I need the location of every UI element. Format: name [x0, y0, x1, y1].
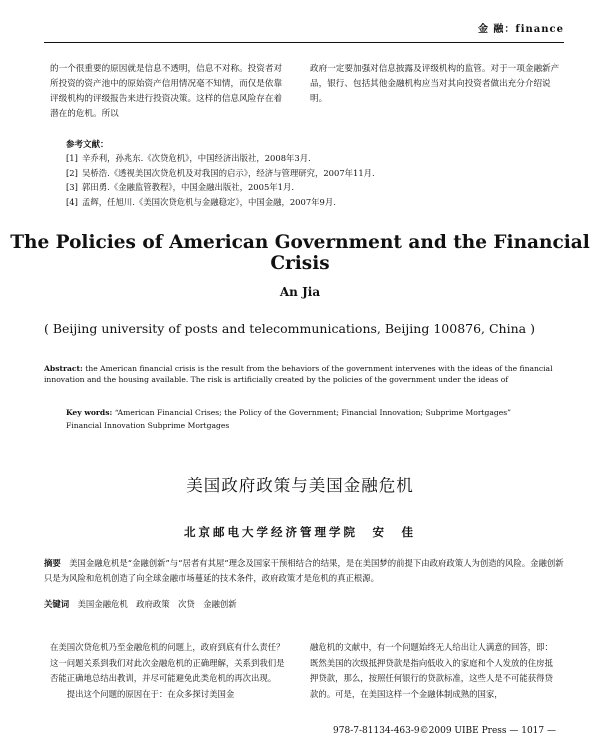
reference-item: [1] 辛乔利，孙兆东.《次贷危机》，中国经济出版社，2008年3月.: [66, 153, 311, 163]
body-left-column: 在美国次贷危机乃至金融危机的问题上，政府到底有什么责任？这一问题关系到我们对此次金融危机的正确理解，关系到我们是否能正确地总结出教训，并尽可能避免此类危机的再次出现。 提出这个问题的原因在于：在众多探讨美国金: [50, 642, 285, 699]
keywords-en-line2: Financial Innovation Subprime Mortgages: [66, 421, 230, 430]
reference-item: [3] 郭田勇.《金融监管教程》，中国金融出版社，2005年1月.: [66, 182, 295, 193]
header-rule: [44, 42, 564, 43]
affiliation-en: ( Beijing university of posts and telecommunications, Beijing 100876, China ): [44, 321, 535, 336]
article-title-en: The Policies of American Government and the Financial Crisis: [10, 232, 590, 274]
references-list: [66, 152, 566, 210]
reference-item: [2] 吴桥浩.《透视美国次贷危机及对我国的启示》，经济与管理研究，2007年11月.: [66, 167, 375, 178]
author-cn: 北京邮电大学经济管理学院 安 佳: [184, 525, 416, 539]
page-footer: 978-7-81134-463-9©2009 UIBE Press — 1017 —: [333, 726, 556, 736]
keywords-en: [66, 408, 566, 419]
article-title-cn: 美国政府政策与美国金融危机: [186, 476, 414, 495]
author-en: An Jia: [279, 285, 321, 299]
journal-header: 金 融：finance: [477, 24, 564, 35]
body-right-column: 融危机的文献中，有一个问题始终无人给出让人满意的回答，即：既然美国的次级抵押贷款是指向低收入的家庭和个人发放的住房抵押贷款，那么，按照任何银行的贷款标准，这些人是不可能获得贷款的。可是，在美国这样一个金融体制成熟的国家，: [310, 642, 553, 699]
prev-article-right-column: 政府一定要加强对信息披露及评级机构的监管。对于一项金融新产品，银行、包括其他金融机构应当对其向投资者做出充分介绍说明。: [310, 64, 560, 104]
keywords-text: “American Financial Crises; the Policy of the Government; Financial Innovation; Subprime Mortgages”: [114, 408, 512, 417]
reference-item: [4] 孟辉，任旭川.《美国次贷危机与金融稳定》，中国金融，2007年9月.: [66, 196, 336, 207]
keywords-cn-text: 美国金融危机 政府政策 次贷 金融创新: [77, 599, 237, 609]
abstract-label: Abstract:: [44, 364, 83, 373]
abstract-en: [44, 364, 564, 385]
abstract-text: the American financial crisis is the result from the behaviors of the government intervenes with the ideas of the financial innovation and the housing available. The risk is artificially created by the policies of the government under the ideas of: [44, 364, 553, 384]
references-title: 参考文献：: [66, 140, 109, 150]
abstract-cn: [44, 556, 564, 586]
abstract-cn-text: 美国金融危机是“金融创新”与“居者有其屋”理念及国家干预相结合的结果，是在美国梦的前提下由政府政策人为创造的风险。金融创新只是为风险和危机创造了向全球金融市场蔓延的技术条件，政府政策才是危机的真正根源。: [44, 558, 564, 583]
prev-article-left-column: 的一个很重要的原因就是信息不透明，信息不对称。投资者对所投资的资产池中的原始资产信用情况毫不知情，而仅是依靠评级机构的评级报告来进行投资决策。这样的信息风险存在着潜在的危机。所以: [50, 64, 283, 119]
keywords-cn-label: 关键词: [44, 599, 70, 609]
keywords-cn: [44, 598, 237, 610]
abstract-cn-label: 摘要: [44, 558, 61, 568]
keywords-label: Key words:: [66, 408, 113, 417]
